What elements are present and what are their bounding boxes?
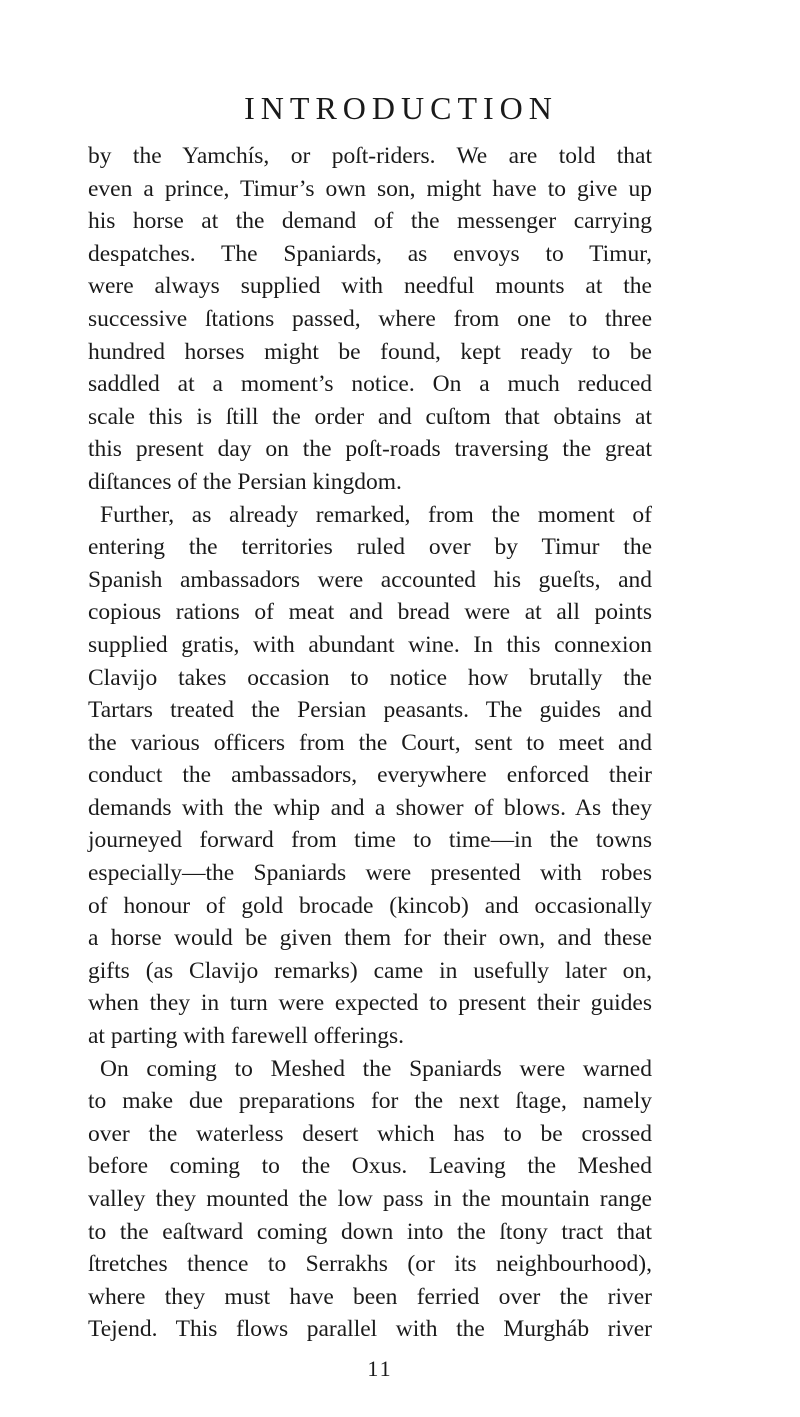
text-line: Further, as already remarked, from the moment of [100,501,652,528]
text-line: of honour of gold brocade (kincob) and occasionally [88,892,652,919]
text-line: demands with the whip and a shower of blows. As they [88,794,652,821]
text-line: ſtretches thence to Serrakhs (or its neighbourhood), [88,1251,652,1278]
text-line: hundred horses might be found, kept ready to be [88,338,652,365]
text-line: entering the territories ruled over by Timur the [88,534,652,561]
text-line: Tejend. This flows parallel with the Murgháb river [88,1316,652,1343]
text-line: On coming to Meshed the Spaniards were warned [100,1055,652,1082]
body-text [88,140,652,1346]
text-line: Tartars treated the Persian peasants. The guides and [88,697,652,724]
text-line: even a prince, Timur’s own son, might have to give up [88,175,652,202]
text-line: before coming to the Oxus. Leaving the Meshed [88,1153,652,1180]
text-line: especially—the Spaniards were presented with robes [88,860,652,887]
text-line: the various officers from the Court, sent to meet and [88,729,652,756]
text-line: this present day on the poſt-roads traversing the great [88,436,652,463]
text-line: valley they mounted the low pass in the mountain range [88,1186,652,1212]
text-line: at parting with farewell offerings. [88,1023,405,1050]
page-number: 11 [367,1356,393,1381]
text-line: when they in turn were expected to present their guides [88,990,652,1017]
text-line: Clavijo takes occasion to notice how brutally the [88,664,652,691]
text-line: saddled at a moment’s notice. On a much reduced [88,371,652,398]
text-line: successive ſtations passed, where from one to three [88,305,652,332]
text-line: by the Yamchís, or poſt-riders. We are told that [88,143,652,169]
running-head: INTRODUCTION [244,90,558,126]
text-line: where they must have been ferried over the river [88,1283,652,1310]
text-line: a horse would be given them for their own, and these [88,925,652,952]
text-line: journeyed forward from time to time—in the towns [88,827,652,854]
text-line: scale this is ſtill the order and cuſtom that obtains at [88,403,652,430]
text-line: diſtances of the Persian kingdom. [88,468,402,495]
text-line: to make due preparations for the next ſtage, namely [88,1088,652,1115]
text-line: gifts (as Clavijo remarks) came in usefully later on, [88,957,652,984]
text-line: supplied gratis, with abundant wine. In this connexion [88,631,652,658]
text-line: conduct the ambassadors, everywhere enforced their [88,762,652,789]
text-line: were always supplied with needful mounts at the [88,273,652,300]
text-line: copious rations of meat and bread were at all points [88,599,652,626]
text-line: despatches. The Spaniards, as envoys to Timur, [88,240,652,267]
text-line: to the eaſtward coming down into the ſtony tract that [88,1218,652,1245]
text-line: over the waterless desert which has to be crossed [88,1120,652,1147]
text-line: his horse at the demand of the messenger carrying [88,208,652,235]
text-line: Spanish ambassadors were accounted his gueſts, and [88,566,652,593]
